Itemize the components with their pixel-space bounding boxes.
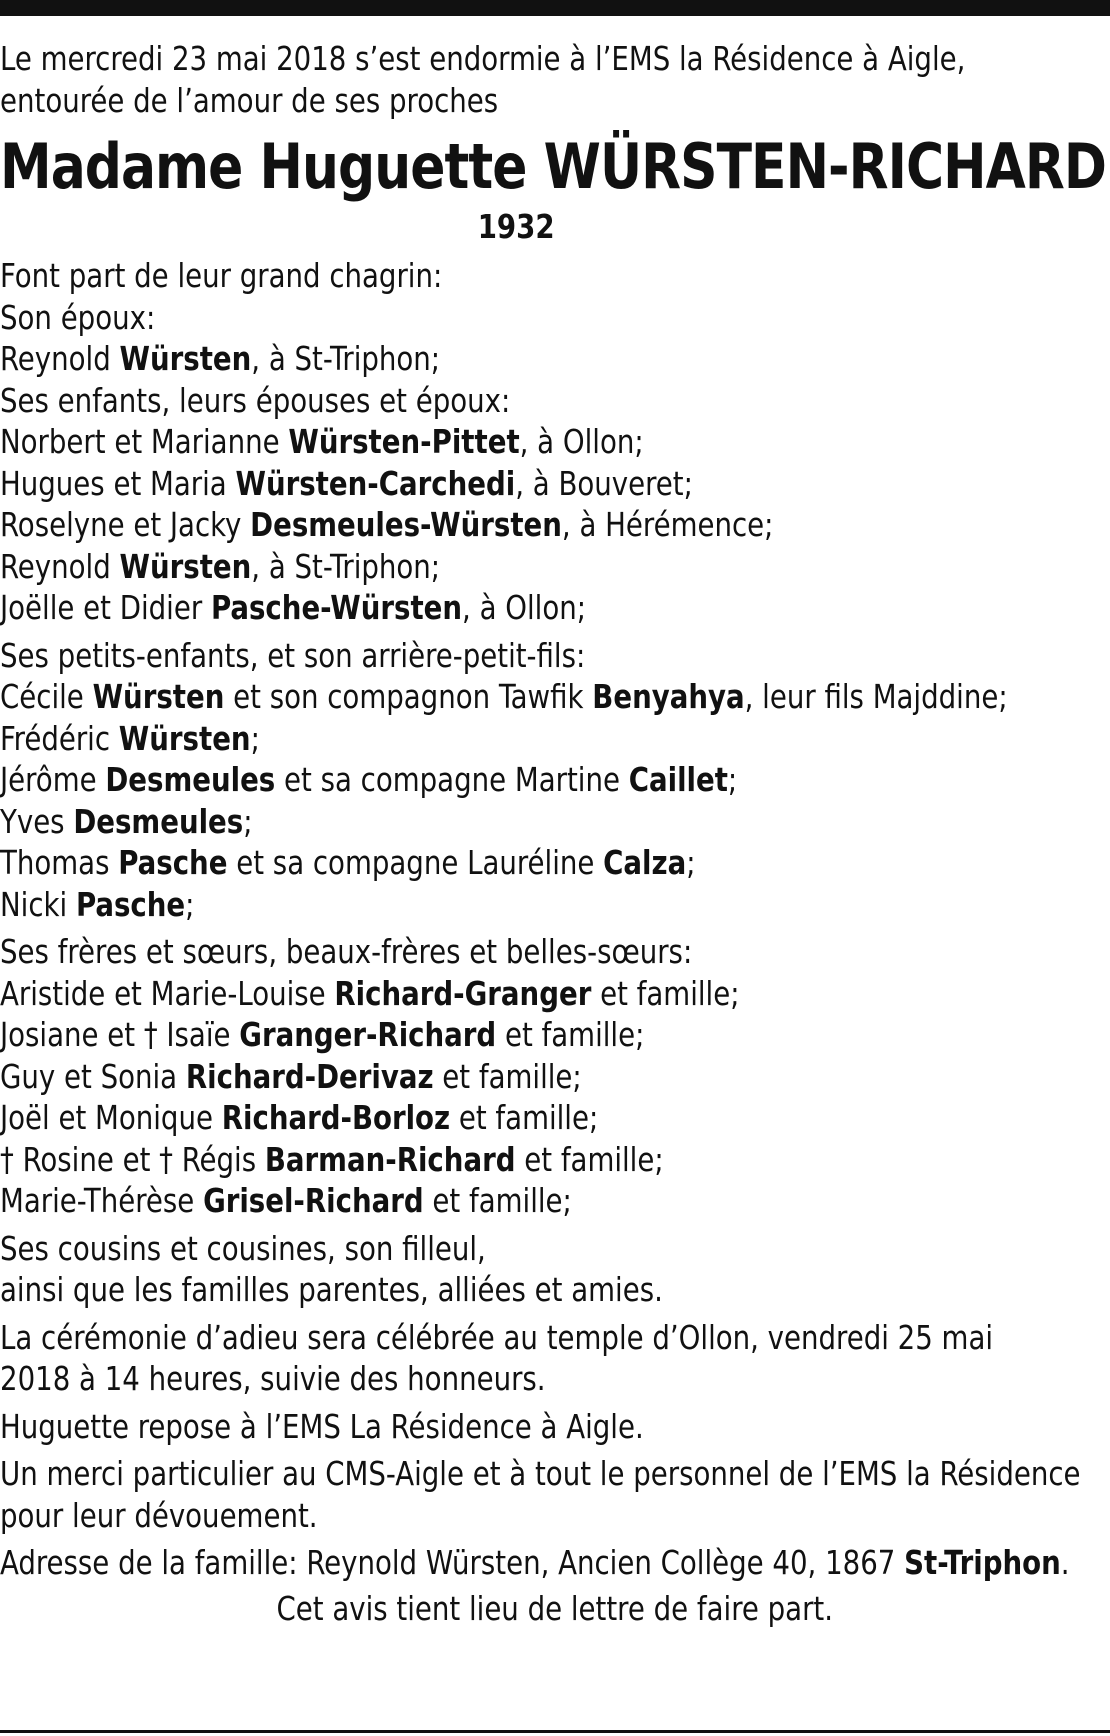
family-name: St-Triphon xyxy=(904,1543,1061,1582)
text-line xyxy=(0,1180,1109,1222)
text-segment: Huguette repose à l’EMS La Résidence à Aigle. xyxy=(0,1406,644,1446)
family-name: Grisel-Richard xyxy=(203,1181,424,1220)
text-segment: Ses enfants, leurs épouses et époux: xyxy=(0,380,511,420)
section-0 xyxy=(0,255,1109,629)
family-name: Richard-Granger xyxy=(334,973,592,1013)
text-line xyxy=(0,255,1109,297)
text-segment: Roselyne et Jacky xyxy=(0,505,251,544)
text-segment: , à St-Triphon; xyxy=(251,546,441,586)
text-line xyxy=(0,1406,1109,1448)
text-segment: 2018 à 14 heures, suivie des honneurs. xyxy=(0,1359,546,1398)
family-name: Richard-Derivaz xyxy=(185,1056,434,1096)
text-line xyxy=(0,463,1109,505)
intro-text xyxy=(0,38,1109,121)
family-name: Desmeules xyxy=(73,801,244,841)
text-segment: Son époux: xyxy=(0,297,156,337)
text-segment: , à Bouveret; xyxy=(515,463,693,503)
section-2 xyxy=(0,931,1109,1222)
text-line xyxy=(0,884,1109,926)
section-3 xyxy=(0,1228,1109,1311)
text-segment: , à Hérémence; xyxy=(561,505,774,544)
family-sections xyxy=(0,255,1109,1584)
family-name: Würsten xyxy=(92,677,225,716)
section-7 xyxy=(0,1542,1109,1584)
text-segment: Hugues et Maria xyxy=(0,463,236,503)
text-line xyxy=(0,1269,1109,1311)
text-segment: et famille; xyxy=(496,1015,645,1054)
text-segment: , à Ollon; xyxy=(519,422,644,461)
text-line xyxy=(0,338,1109,380)
text-segment: , à Ollon; xyxy=(462,588,587,627)
family-name: Caillet xyxy=(628,760,728,799)
family-name: Granger-Richard xyxy=(239,1015,497,1054)
text-segment: ; xyxy=(727,760,738,799)
text-segment: Frédéric xyxy=(0,718,119,758)
text-segment: ainsi que les familles parentes, alliées et amies. xyxy=(0,1270,663,1309)
obituary-notice xyxy=(0,38,1109,1629)
text-segment: Nicki xyxy=(0,884,76,924)
text-segment: † Rosine et † Régis xyxy=(0,1139,265,1179)
text-line xyxy=(0,759,1109,801)
family-name: Benyahya xyxy=(592,677,745,716)
family-name: Würsten xyxy=(119,546,252,586)
text-line xyxy=(0,635,1109,677)
text-segment: et famille; xyxy=(515,1139,664,1179)
text-line xyxy=(0,1056,1109,1098)
text-line xyxy=(0,421,1109,463)
text-line xyxy=(0,297,1109,339)
text-segment: et son compagnon Tawfik xyxy=(224,677,593,716)
text-line xyxy=(0,1228,1109,1270)
text-segment: Aristide et Marie-Louise xyxy=(0,973,335,1013)
text-segment: Ses cousins et cousines, son filleul, xyxy=(0,1228,486,1268)
text-segment: Thomas xyxy=(0,843,119,882)
text-segment: Norbert et Marianne xyxy=(0,422,289,461)
section-1 xyxy=(0,635,1109,926)
intro-line-1: Le mercredi 23 mai 2018 s’est endormie à l’EMS la Résidence à Aigle, xyxy=(0,39,966,78)
text-segment: Un merci particulier au CMS-Aigle et à tout le personnel de l’EMS la Résidence xyxy=(0,1454,1081,1493)
family-name: Pasche xyxy=(75,884,186,924)
birth-year: 1932 xyxy=(477,207,555,246)
text-segment: Reynold xyxy=(0,339,120,378)
family-name: Würsten-Carchedi xyxy=(235,463,516,503)
text-segment: Josiane et † Isaïe xyxy=(0,1015,240,1054)
text-line xyxy=(0,1139,1109,1181)
family-name: Calza xyxy=(603,843,687,882)
text-segment: Ses petits-enfants, et son arrière-petit-fils: xyxy=(0,635,586,675)
section-4 xyxy=(0,1317,1109,1400)
family-name: Würsten-Pittet xyxy=(288,422,520,461)
text-line xyxy=(0,842,1109,884)
text-segment: Jérôme xyxy=(0,760,106,799)
text-line xyxy=(0,718,1109,760)
family-name: Desmeules xyxy=(105,760,276,799)
text-segment: La cérémonie d’adieu sera célébrée au temple d’Ollon, vendredi 25 mai xyxy=(0,1317,994,1357)
text-line xyxy=(0,1097,1109,1139)
section-6 xyxy=(0,1453,1109,1536)
text-segment: et famille; xyxy=(423,1181,572,1220)
text-segment: et famille; xyxy=(450,1098,599,1137)
text-segment: pour leur dévouement. xyxy=(0,1495,318,1535)
family-name: Würsten xyxy=(119,339,252,378)
text-segment: Joël et Monique xyxy=(0,1098,222,1137)
text-segment: et famille; xyxy=(433,1056,582,1096)
family-name: Barman-Richard xyxy=(264,1139,516,1179)
family-name: Desmeules-Würsten xyxy=(250,505,562,544)
text-segment: Font part de leur grand chagrin: xyxy=(0,256,443,295)
family-name: Pasche-Würsten xyxy=(210,588,463,627)
family-name: Pasche xyxy=(118,843,228,882)
text-segment: et famille; xyxy=(591,973,740,1013)
text-line xyxy=(0,973,1109,1015)
text-line xyxy=(0,931,1109,973)
text-line xyxy=(0,1453,1109,1495)
closing-note: Cet avis tient lieu de lettre de faire part. xyxy=(276,1588,834,1628)
text-segment: Reynold xyxy=(0,546,120,586)
text-segment: , leur fils Majddine; xyxy=(744,677,1008,716)
family-name: Würsten xyxy=(118,718,251,758)
top-rule xyxy=(0,0,1110,16)
text-segment: Adresse de la famille: Reynold Würsten, Ancien Collège 40, 1867 xyxy=(0,1543,905,1582)
text-line xyxy=(0,1358,1109,1400)
intro-line-2: entourée de l’amour de ses proches xyxy=(0,80,499,120)
text-segment: . xyxy=(1060,1543,1070,1582)
text-segment: Joëlle et Didier xyxy=(0,588,211,627)
text-segment: Cécile xyxy=(0,677,93,716)
text-line xyxy=(0,676,1109,718)
text-segment: ; xyxy=(686,843,696,882)
text-line xyxy=(0,380,1109,422)
text-line xyxy=(0,801,1109,843)
text-segment: et sa compagne Lauréline xyxy=(227,843,604,882)
text-segment: ; xyxy=(243,801,253,841)
text-line xyxy=(0,1495,1109,1537)
deceased-name: Madame Huguette WÜRSTEN-RICHARD xyxy=(0,130,1107,203)
text-segment: Ses frères et sœurs, beaux-frères et belles-sœurs: xyxy=(0,932,693,971)
text-segment: et sa compagne Martine xyxy=(275,760,629,799)
text-line xyxy=(0,1317,1109,1359)
bottom-rule xyxy=(0,1730,1110,1733)
text-segment: ; xyxy=(250,718,260,758)
text-segment: Guy et Sonia xyxy=(0,1056,186,1096)
text-line xyxy=(0,504,1109,546)
text-segment: Marie-Thérèse xyxy=(0,1181,204,1220)
section-5 xyxy=(0,1406,1109,1448)
text-line xyxy=(0,587,1109,629)
text-line xyxy=(0,1542,1109,1584)
text-line xyxy=(0,1014,1109,1056)
text-segment: Yves xyxy=(0,801,74,841)
family-name: Richard-Borloz xyxy=(221,1098,451,1137)
text-segment: , à St-Triphon; xyxy=(251,339,441,378)
text-line xyxy=(0,546,1109,588)
text-segment: ; xyxy=(185,884,195,924)
